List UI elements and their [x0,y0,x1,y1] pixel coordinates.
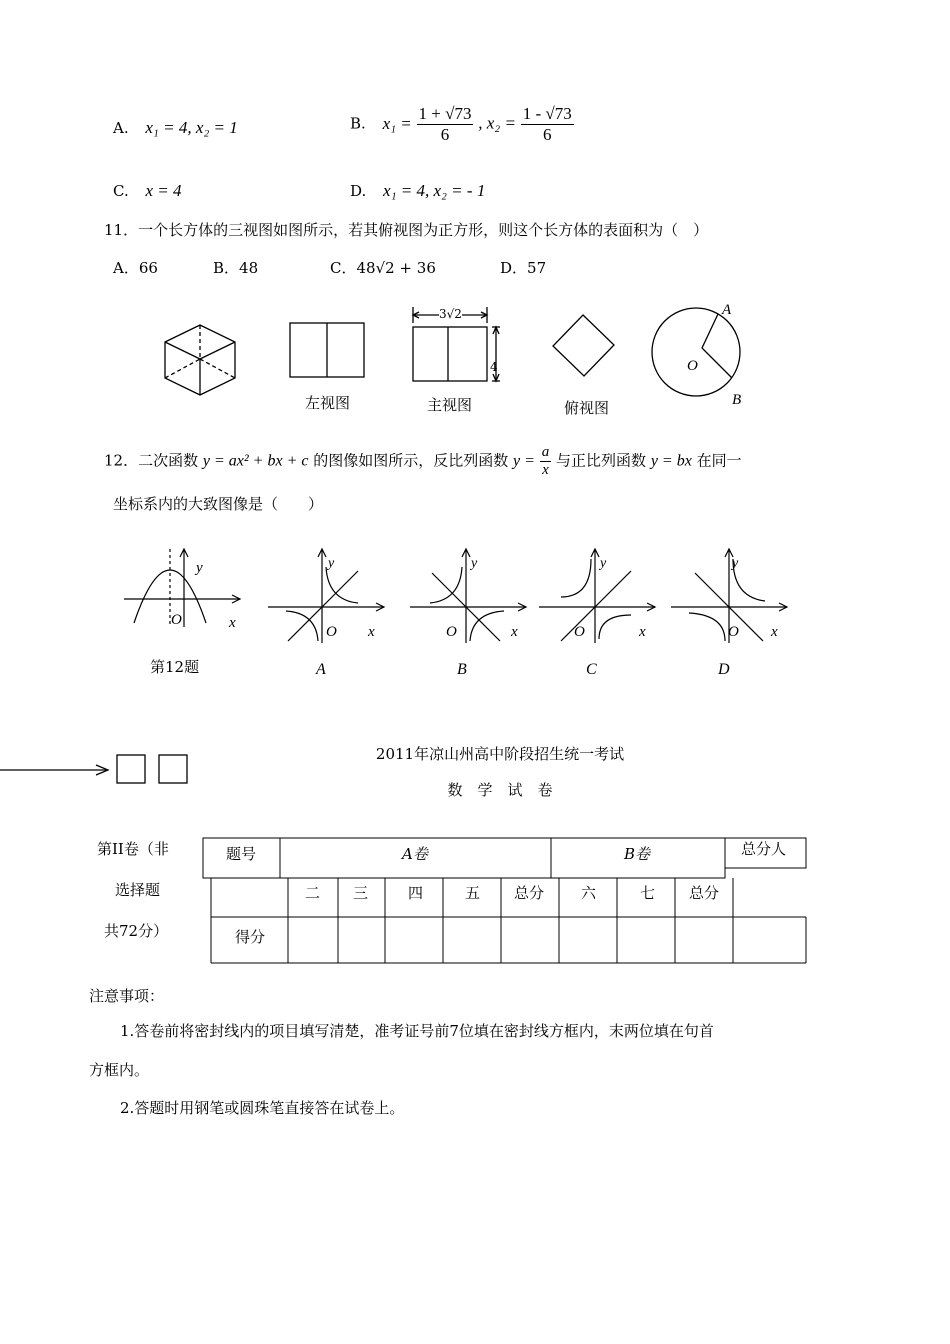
front-view-height-label: 4 [490,360,498,374]
front-view-caption: 主视图 [427,396,473,414]
exam-subtitle: 数 学 试 卷 [447,781,553,799]
circle-point-a: A [722,302,732,318]
q10-option-b-label: B. [350,114,366,133]
choice-c-x-label: x [639,624,646,640]
table-col-subtotal-a: 总分 [514,884,545,902]
front-view-width-label: 3√2 [439,307,462,321]
cube-figure [160,320,250,410]
table-col-6: 六 [581,884,597,902]
choice-b-origin-label: O [446,624,457,640]
q10-option-d [350,181,485,201]
table-header-total-person: 总分人 [741,840,787,858]
q12-reciprocal-frac [540,444,552,479]
choice-b-x-label: x [511,624,518,640]
q12-stem-line1 [104,444,742,479]
q10-option-c-text: x = 4 [145,181,182,200]
parabola-y-label: y [196,560,203,576]
q11-stem: 11．一个长方体的三视图如图所示，若其俯视图为正方形，则这个长方体的表面积为（ ） [104,221,709,239]
q12-reciprocal-den: x [542,462,549,478]
q12-mid-text: 的图像如图所示，反比列函数 [313,451,509,470]
top-view-figure [550,312,620,382]
section-label-2: 选择题 [115,881,161,899]
table-header-tihao: 题号 [226,845,257,863]
q12-stem-line2: 坐标系内的大致图像是（ ） [113,495,324,513]
parabola-origin-label: O [171,612,182,628]
section-label-3: 共72分） [104,922,169,940]
q10-option-b-x2: , x₂ = [478,113,516,133]
choice-a-label: A [316,661,326,678]
choice-d-label: D [718,661,730,678]
q10-option-c [113,181,182,201]
q12-mid2-text: 与正比列函数 [556,451,647,470]
top-view-caption: 俯视图 [564,399,610,417]
note-1-line2: 方框内。 [89,1061,150,1079]
choice-c-origin-label: O [574,624,585,640]
exam-title: 2011年凉山州高中阶段招生统一考试 [375,745,625,763]
q12-number: 12．二次函数 [104,451,199,470]
q12-reciprocal-num: a [541,444,550,460]
q10-option-d-text: x₁ = 4, x₂ = - 1 [383,181,486,200]
choice-d-y-label: y [732,556,739,571]
q12-quadratic: y = ax² + bx + c [202,452,309,470]
q12-figure-caption: 第12题 [150,658,200,676]
choice-a-x-label: x [368,624,375,640]
left-view-caption: 左视图 [305,394,351,412]
table-col-7: 七 [640,884,656,902]
q10-option-d-label: D. [350,182,367,200]
choice-d-x-label: x [771,624,778,640]
table-col-2: 二 [305,884,321,902]
table-col-4: 四 [408,884,424,902]
left-view-figure [289,322,367,380]
q10-option-b-den1: 6 [440,125,450,144]
q10-option-b-x1: x₁ = [382,113,412,133]
q10-option-b-num1: 1 + √73 [418,104,472,123]
q11-option-d: D．57 [500,259,547,277]
notes-title: 注意事项： [89,987,165,1005]
q10-option-b-num2: 1 - √73 [522,104,572,123]
note-1-line1: 1.答卷前将密封线内的项目填写清楚，准考证号前7位填在密封线方框内，末两位填在句首 [120,1022,714,1040]
table-header-b: B卷 [624,845,651,863]
q10-option-b-den2: 6 [542,125,552,144]
q10-option-b [350,104,574,145]
seal-arrow-boxes [0,752,200,788]
choice-a-origin-label: O [326,624,337,640]
note-2: 2.答题时用钢笔或圆珠笔直接答在试卷上。 [120,1099,405,1117]
q11-option-b: B．48 [213,259,259,277]
choice-d-origin-label: O [728,624,739,640]
q10-option-c-label: C. [113,182,129,200]
q12-reciprocal-y: y = [513,452,535,470]
q10-option-a-text: x₁ = 4, x₂ = 1 [145,118,238,137]
circle-figure [648,304,748,404]
choice-a-y-label: y [328,556,335,571]
table-header-a: A卷 [402,845,428,863]
choice-b-label: B [457,661,467,678]
q12-tail-text: 在同一 [696,451,742,470]
table-col-5: 五 [465,884,481,902]
q10-option-b-frac2 [521,104,574,145]
circle-point-b: B [732,392,742,408]
table-row-score-label: 得分 [235,928,266,946]
q11-option-a: A．66 [113,259,158,277]
parabola-x-label: x [229,615,236,631]
choice-b-y-label: y [471,556,478,571]
choice-c-y-label: y [600,556,607,571]
table-col-subtotal-b: 总分 [689,884,720,902]
q10-option-b-frac1 [417,104,474,145]
section-label-1: 第II卷（非 [97,840,169,858]
q12-linear: y = bx [650,452,692,470]
q10-option-a [113,118,238,138]
q11-option-c: C．48√2 + 36 [330,259,436,277]
q10-option-a-label: A. [113,119,129,137]
choice-c-label: C [586,661,597,678]
circle-point-o: O [687,358,698,374]
table-col-3: 三 [353,884,369,902]
